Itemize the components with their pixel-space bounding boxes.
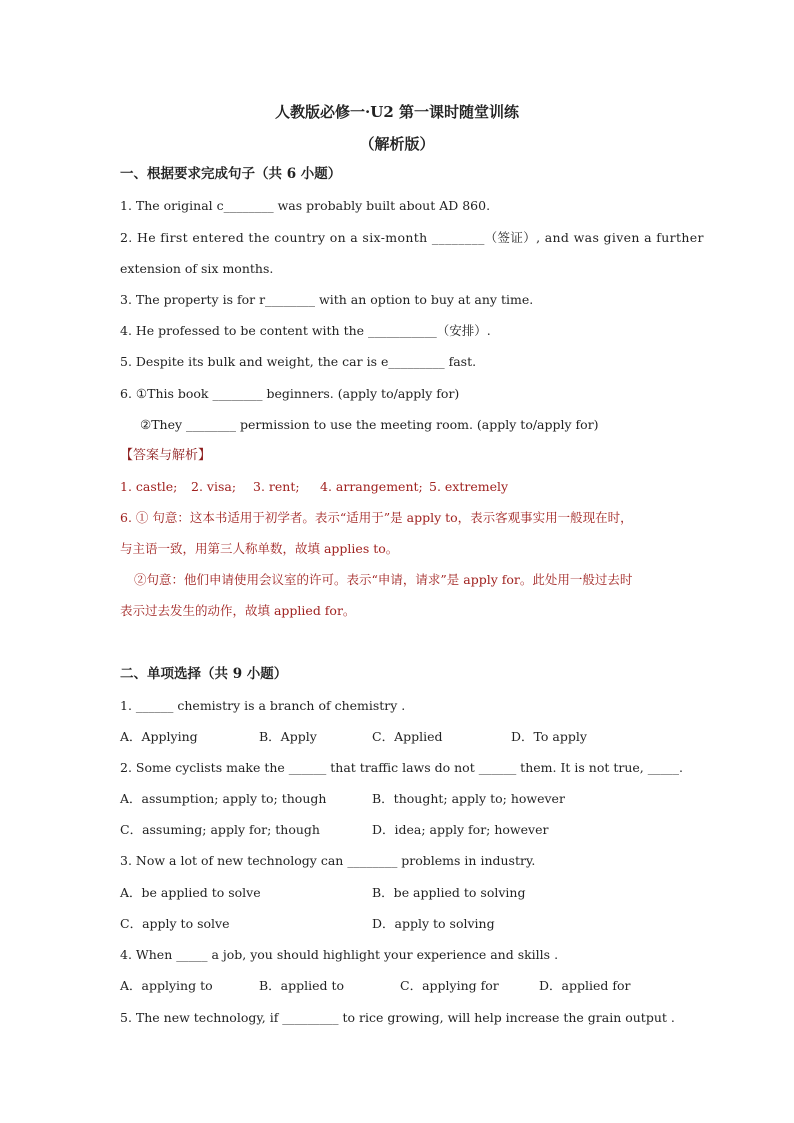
s2-question-2: 2. Some cyclists make the ______ that traffic laws do not ______ them. It is not true, _____. [120, 760, 683, 775]
s2-question-3: 3. Now a lot of new technology can ________ problems in industry. [120, 853, 536, 868]
s2-question-5: 5. The new technology, if _________ to rice growing, will help increase the grain output . [120, 1010, 675, 1025]
explanation-1-line1: 6. ① 句意：这本书适用于初学者。表示“适用于”是 apply to，表示客观事实用一般现在时， [120, 510, 633, 525]
s2-q2-option-d: D．idea; apply for; however [372, 822, 549, 837]
s1-question-5: 5. Despite its bulk and weight, the car is e_________ fast. [120, 354, 477, 369]
s2-q4-option-d: D．applied for [539, 978, 631, 993]
s2-question-1: 1. ______ chemistry is a branch of chemistry . [120, 698, 406, 713]
s1-question-4: 4. He professed to be content with the ___________（安排）. [120, 323, 491, 338]
s1-question-3: 3. The property is for r________ with an option to buy at any time. [120, 292, 534, 307]
answer-1: 1. castle; [120, 479, 178, 494]
s2-q1-option-d: D．To apply [511, 729, 587, 744]
page-subtitle: （解析版） [359, 135, 435, 153]
s2-q3-option-c: C．apply to solve [120, 916, 230, 931]
s2-q4-option-a: A．applying to [120, 978, 213, 993]
section1-heading: 一、根据要求完成句子（共 6 小题） [120, 166, 342, 182]
explanation-2-line1: ②句意：他们申请使用会议室的许可。表示“申请，请求”是 apply for。此处用一般过去时 [134, 572, 633, 587]
s1-question-6b: ②They ________ permission to use the meeting room. (apply to/apply for) [140, 417, 599, 432]
s2-q4-option-b: B．applied to [259, 978, 345, 993]
s1-question-2-line2: extension of six months. [120, 261, 274, 276]
s2-q2-option-c: C．assuming; apply for; though [120, 822, 320, 837]
s2-q1-option-b: B．Apply [259, 729, 317, 744]
s2-q2-option-b: B．thought; apply to; however [372, 791, 565, 806]
s2-q1-option-a: A．Applying [120, 729, 198, 744]
answers-heading: 【答案与解析】 [120, 448, 212, 463]
s1-question-6a: 6. ①This book ________ beginners. (apply to/apply for) [120, 386, 460, 401]
answer-2: 2. visa; [191, 479, 237, 494]
s2-question-4: 4. When _____ a job, you should highlight your experience and skills . [120, 947, 559, 962]
explanation-2-line2: 表示过去发生的动作，故填 applied for。 [120, 603, 356, 618]
s2-q3-option-d: D．apply to solving [372, 916, 495, 931]
section2-heading: 二、单项选择（共 9 小题） [120, 666, 288, 682]
s1-question-1: 1. The original c________ was probably built about AD 860. [120, 198, 491, 213]
s1-question-2-line1: 2. He first entered the country on a six-month ________（签证）, and was given a further [120, 230, 704, 245]
answer-4: 4. arrangement; [320, 479, 423, 494]
page-title: 人教版必修一·U2 第一课时随堂训练 [275, 103, 519, 121]
answer-5: 5. extremely [429, 479, 509, 494]
explanation-1-line2: 与主语一致，用第三人称单数，故填 applies to。 [120, 541, 399, 556]
s2-q1-option-c: C．Applied [372, 729, 443, 744]
s2-q4-option-c: C．applying for [400, 978, 499, 993]
s2-q3-option-a: A．be applied to solve [120, 885, 261, 900]
s2-q2-option-a: A．assumption; apply to; though [120, 791, 327, 806]
answer-3: 3. rent; [253, 479, 300, 494]
s2-q3-option-b: B．be applied to solving [372, 885, 526, 900]
